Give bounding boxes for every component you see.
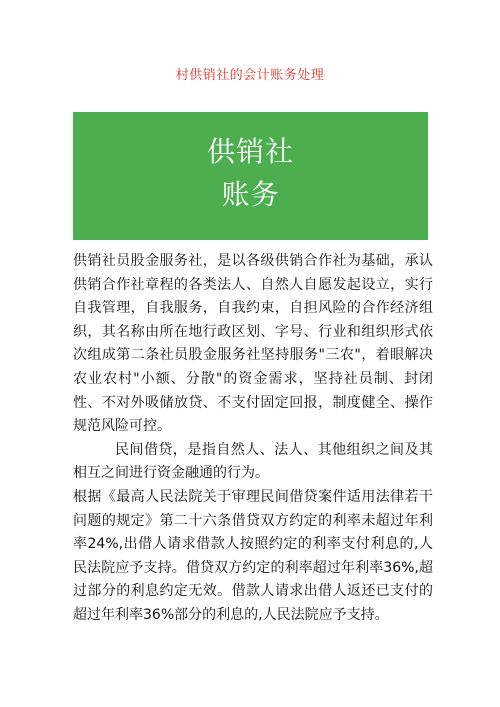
banner-line-1: 供销社 [206,135,294,168]
paragraph-legal-provision: 根据《最高人民法院关于审理民间借贷案件适用法律若干问题的规定》第二十六条借贷双方约定的利率未超过年利率24%,出借人请求借款人按照约定的利率支付利息的,人民法院应予支持。借贷双方约定的利率超过年利率36%,超过部分的利息约定无效。借款人请求出借人返还已支付的超过年利率36%部分的利息的,人民法院应予支持。 [73,488,433,623]
paragraph-private-lending-definition: 民间借贷，是指自然人、法人、其他组织之间及其相互之间进行资金融通的行为。 [73,441,433,482]
paragraph-cooperative-definition: 供销社员股金服务社，是以各级供销合作社为基础，承认供销合作社章程的各类法人、自然人自愿发起设立，实行自我管理，自我服务，自我约束，自担风险的合作经济组织，其名称由所在地行政区划、字号、行业和组织形式依次组成第二条社员股金服务社坚持服务"三农"，着眼解决农业农村"小额、分散"的资金需求，坚持社员制、封闭性、不对外吸储放贷、不支付固定回报，制度健全、操作规范风险可控。 [73,253,433,435]
document-body [73,250,433,628]
banner-line-2: 账务 [221,178,280,211]
document-title: 村供销社的会计账务处理 [175,68,325,83]
cover-banner [73,112,428,240]
